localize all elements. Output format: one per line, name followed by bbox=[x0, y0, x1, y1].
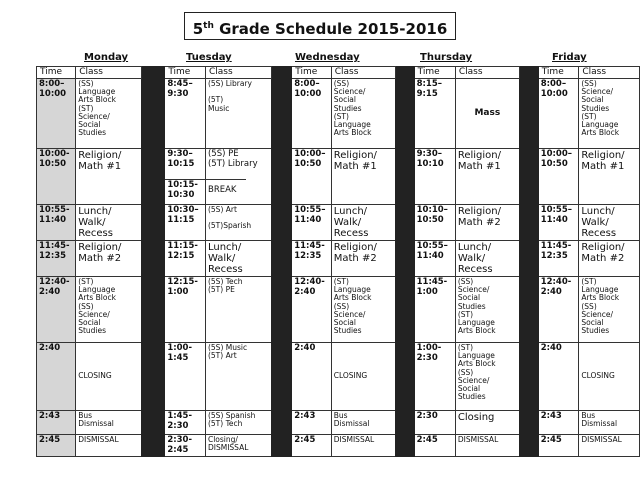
page-title bbox=[184, 12, 456, 40]
wed-class-cell: Religion/ Math #1 bbox=[331, 149, 395, 205]
mon-class-cell: Bus Dismissal bbox=[76, 411, 142, 435]
wed-class-cell: Bus Dismissal bbox=[331, 411, 395, 435]
tue-time-cell: 1:00- 1:45 bbox=[165, 343, 206, 411]
class-header: Class bbox=[331, 67, 395, 79]
mon-time-cell: 10:00- 10:50 bbox=[37, 149, 76, 205]
thu-class-cell: Lunch/ Walk/ Recess bbox=[455, 241, 519, 277]
fri-class-cell: CLOSING bbox=[579, 343, 640, 411]
tue-time-cell: 12:15- 1:00 bbox=[165, 277, 206, 343]
thu-class-cell: Religion/ Math #2 bbox=[455, 205, 519, 241]
tue-time-cell: 2:30- 2:45 bbox=[165, 435, 206, 457]
tue-class-cell: (5S) Library (5T) Music bbox=[205, 79, 271, 149]
mon-class-cell: Religion/ Math #2 bbox=[76, 241, 142, 277]
class-header: Class bbox=[205, 67, 271, 79]
mon-time-cell: 10:55- 11:40 bbox=[37, 205, 76, 241]
mon-time-cell: 11:45- 12:35 bbox=[37, 241, 76, 277]
wed-class-cell: DISMISSAL bbox=[331, 435, 395, 457]
mon-time-cell: 2:43 bbox=[37, 411, 76, 435]
table-row bbox=[37, 205, 640, 241]
day-friday: Friday bbox=[552, 52, 587, 63]
wed-time-cell: 10:55– 11:40 bbox=[292, 205, 332, 241]
fri-class-cell: Lunch/ Walk/ Recess bbox=[579, 205, 640, 241]
mon-class-cell: CLOSING bbox=[76, 343, 142, 411]
title-suffix: th bbox=[203, 21, 214, 31]
table-row bbox=[37, 277, 640, 343]
wed-class-cell: (ST) Language Arts Block (SS) Science/ Social Studies bbox=[331, 277, 395, 343]
break-time: 10:15- 10:30 bbox=[167, 180, 198, 200]
time-text: 9:30– 10:15 bbox=[167, 149, 195, 169]
wed-time-cell: 2:45 bbox=[292, 435, 332, 457]
mon-class-cell: Religion/ Math #1 bbox=[76, 149, 142, 205]
title-number: 5 bbox=[192, 20, 204, 38]
wed-time-cell: 2:43 bbox=[292, 411, 332, 435]
thu-time-cell: 11:45- 1:00 bbox=[414, 277, 455, 343]
tue-time-cell: 8:45– 9:30 bbox=[165, 79, 206, 149]
wed-time-cell: 12:40- 2:40 bbox=[292, 277, 332, 343]
table-row bbox=[37, 411, 640, 435]
time-header: Time bbox=[165, 67, 206, 79]
time-header: Time bbox=[414, 67, 455, 79]
day-separator bbox=[272, 67, 292, 457]
tue-class-cell: (5S) Spanish (5T) Tech bbox=[205, 411, 271, 435]
table-row bbox=[37, 241, 640, 277]
tue-time-cell: 11:15- 12:15 bbox=[165, 241, 206, 277]
schedule-table bbox=[36, 66, 640, 457]
table-row bbox=[37, 79, 640, 149]
tue-time-cell: 10:30– 11:15 bbox=[165, 205, 206, 241]
fri-time-cell: 12:40- 2:40 bbox=[538, 277, 579, 343]
wed-class-cell: Lunch/ Walk/ Recess bbox=[331, 205, 395, 241]
thu-class-cell: DISMISSAL bbox=[455, 435, 519, 457]
wed-time-cell: 8:00– 10:00 bbox=[292, 79, 332, 149]
fri-time-cell: 2:43 bbox=[538, 411, 579, 435]
fri-class-cell: (SS) Science/ Social Studies (ST) Language Arts Block bbox=[579, 79, 640, 149]
thu-time-cell: 10:10– 10:50 bbox=[414, 205, 455, 241]
fri-time-cell: 11:45- 12:35 bbox=[538, 241, 579, 277]
day-tuesday: Tuesday bbox=[186, 52, 232, 63]
fri-time-cell: 10:55– 11:40 bbox=[538, 205, 579, 241]
header-row bbox=[37, 67, 640, 79]
mon-class-cell: Lunch/ Walk/ Recess bbox=[76, 205, 142, 241]
class-header: Class bbox=[76, 67, 142, 79]
mon-time-cell: 12:40- 2:40 bbox=[37, 277, 76, 343]
tue-time-cell: 1:45- 2:30 bbox=[165, 411, 206, 435]
wed-time-cell: 2:40 bbox=[292, 343, 332, 411]
tue-class-cell: Lunch/ Walk/ Recess bbox=[205, 241, 271, 277]
day-separator bbox=[519, 67, 538, 457]
thu-time-cell: 2:45 bbox=[414, 435, 455, 457]
thu-class-cell: Religion/ Math #1 bbox=[455, 149, 519, 205]
table-row bbox=[37, 435, 640, 457]
tue-class-cell bbox=[205, 149, 271, 205]
fri-time-cell: 2:40 bbox=[538, 343, 579, 411]
fri-class-cell: Bus Dismissal bbox=[579, 411, 640, 435]
break-label: BREAK bbox=[207, 185, 237, 195]
time-header: Time bbox=[37, 67, 76, 79]
fri-class-cell: Religion/ Math #1 bbox=[579, 149, 640, 205]
thu-class-cell: (SS) Science/ Social Studies (ST) Language Arts Block bbox=[455, 277, 519, 343]
thu-time-cell: 1:00- 2:30 bbox=[414, 343, 455, 411]
day-wednesday: Wednesday bbox=[295, 52, 360, 63]
mon-class-cell: DISMISSAL bbox=[76, 435, 142, 457]
day-thursday: Thursday bbox=[420, 52, 473, 63]
fri-class-cell: DISMISSAL bbox=[579, 435, 640, 457]
thu-class-cell: (ST) Language Arts Block (SS) Science/ Social Studies bbox=[455, 343, 519, 411]
time-header: Time bbox=[292, 67, 332, 79]
thu-time-cell: 8:15– 9:15 bbox=[414, 79, 455, 149]
mon-time-cell: 2:45 bbox=[37, 435, 76, 457]
day-monday: Monday bbox=[84, 52, 129, 63]
day-separator bbox=[395, 67, 414, 457]
fri-class-cell: (ST) Language Arts Block (SS) Science/ Social Studies bbox=[579, 277, 640, 343]
wed-class-cell: Religion/ Math #2 bbox=[331, 241, 395, 277]
thu-class-cell: Closing bbox=[455, 411, 519, 435]
tue-class-cell: Closing/ DISMISSAL bbox=[205, 435, 271, 457]
thu-class-cell: Mass bbox=[455, 79, 519, 149]
fri-time-cell: 8:00– 10:00 bbox=[538, 79, 579, 149]
wed-time-cell: 11:45- 12:35 bbox=[292, 241, 332, 277]
table-row bbox=[37, 343, 640, 411]
class-text: (5S) PE (5T) Library bbox=[207, 149, 258, 169]
wed-time-cell: 10:00– 10:50 bbox=[292, 149, 332, 205]
time-header: Time bbox=[538, 67, 579, 79]
fri-class-cell: Religion/ Math #2 bbox=[579, 241, 640, 277]
thu-time-cell: 10:55– 11:40 bbox=[414, 241, 455, 277]
thu-time-cell: 2:30 bbox=[414, 411, 455, 435]
table-row bbox=[37, 149, 640, 205]
mon-class-cell: (SS) Language Arts Block (ST) Science/ Social Studies bbox=[76, 79, 142, 149]
tue-class-cell: (5S) Tech (5T) PE bbox=[205, 277, 271, 343]
tue-class-cell: (5S) Art (5T)Sparish bbox=[205, 205, 271, 241]
row-divider bbox=[206, 179, 246, 180]
mon-time-cell: 8:00– 10:00 bbox=[37, 79, 76, 149]
class-header: Class bbox=[455, 67, 519, 79]
tue-class-cell: (5S) Music (5T) Art bbox=[205, 343, 271, 411]
day-separator bbox=[142, 67, 165, 457]
class-header: Class bbox=[579, 67, 640, 79]
title-text: Grade Schedule 2015-2016 bbox=[213, 20, 448, 38]
mon-class-cell: (ST) Language Arts Block (SS) Science/ Social Studies bbox=[76, 277, 142, 343]
mon-time-cell: 2:40 bbox=[37, 343, 76, 411]
wed-class-cell: CLOSING bbox=[331, 343, 395, 411]
fri-time-cell: 2:45 bbox=[538, 435, 579, 457]
tue-time-cell bbox=[165, 149, 206, 205]
thu-time-cell: 9:30– 10:10 bbox=[414, 149, 455, 205]
fri-time-cell: 10:00– 10:50 bbox=[538, 149, 579, 205]
wed-class-cell: (SS) Science/ Social Studies (ST) Language Arts Block bbox=[331, 79, 395, 149]
